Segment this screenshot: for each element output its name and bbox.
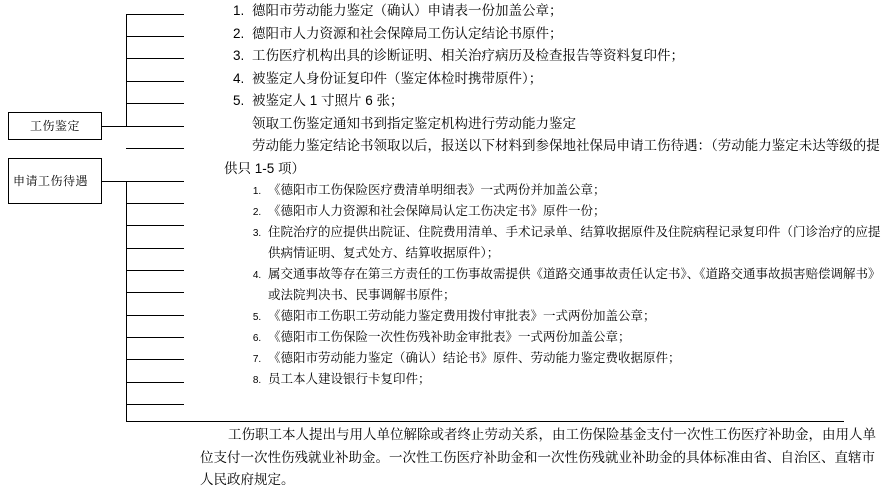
jianding-note: 领取工伤鉴定通知书到指定鉴定机构进行劳动能力鉴定	[252, 115, 576, 131]
list-item: 5. 被鉴定人 1 寸照片 6 张；	[248, 90, 886, 113]
branch-stub-6	[126, 126, 184, 127]
daiyu-materials-list	[186, 180, 886, 390]
list-item: 4. 属交通事故等存在第三方责任的工伤事故需提供《道路交通事故责任认定书》、《道路交通事故损害赔偿调解书》或法院判决书、民事调解书原件；	[264, 264, 886, 306]
branch-stub-18	[126, 404, 184, 405]
connector-shenqing-trunk	[126, 181, 127, 421]
branch-stub-4	[126, 81, 184, 82]
branch-stub-15	[126, 337, 184, 338]
list-item: 7. 《德阳市劳动能力鉴定（确认）结论书》原件、劳动能力鉴定费收据原件；	[264, 348, 886, 369]
branch-stub-13	[126, 292, 184, 293]
list-item: 5. 《德阳市工伤职工劳动能力鉴定费用拨付审批表》一式两份加盖公章；	[264, 306, 886, 327]
content-column	[186, 0, 886, 390]
list-item: 6. 《德阳市工伤保险一次性伤残补助金审批表》一式两份加盖公章；	[264, 327, 886, 348]
jianding-materials-list	[186, 0, 886, 113]
branch-stub-5	[126, 103, 184, 104]
branch-stub-10	[126, 225, 184, 226]
list-item: 3. 住院治疗的应提供出院证、住院费用清单、手术记录单、结算收据原件及住院病程记录复印件（门诊治疗的应提供病情证明、复式处方、结算收据原件）；	[264, 222, 886, 264]
branch-stub-3	[126, 58, 184, 59]
list-item: 1. 德阳市劳动能力鉴定（确认）申请表一份加盖公章；	[248, 0, 886, 23]
list-item: 2. 德阳市人力资源和社会保障局工伤认定结论书原件；	[248, 23, 886, 46]
list-item: 2. 《德阳市人力资源和社会保障局认定工伤决定书》原件一份；	[264, 201, 886, 222]
branch-stub-12	[126, 270, 184, 271]
list-item: 8. 员工本人建设银行卡复印件；	[264, 369, 886, 390]
flow-node-shenqing-gongshang-daiyu	[8, 158, 102, 204]
branch-stub-2	[126, 36, 184, 37]
daiyu-intro: 劳动能力鉴定结论书领取以后，报送以下材料到参保地社保局申请工伤待遇：（劳动能力鉴定未达等级的提供只 1-5 项）	[224, 138, 880, 176]
branch-stub-8	[126, 181, 184, 182]
branch-stub-16	[126, 359, 184, 360]
branch-stub-14	[126, 315, 184, 316]
connector-shenqing-out	[102, 181, 126, 182]
footer-note: 工伤职工本人提出与用人单位解除或者终止劳动关系，由工伤保险基金支付一次性工伤医疗补助金，由用人单位支付一次性伤残就业补助金。一次性工伤医疗补助金和一次性伤残就业补助金的具体标准由省、自治区、直辖市人民政府规定。	[200, 427, 876, 487]
flow-node-label: 工伤鉴定	[29, 119, 80, 133]
connector-gongshang-out	[102, 126, 126, 127]
list-item: 4. 被鉴定人身份证复印件（鉴定体检时携带原件）；	[248, 68, 886, 91]
branch-stub-17	[126, 382, 184, 383]
flow-node-label: 申请工伤待遇	[13, 174, 89, 188]
flow-node-gongshang-jianding	[8, 112, 102, 140]
branch-stub-9	[126, 203, 184, 204]
connector-gongshang-trunk	[126, 14, 127, 126]
branch-stub-19	[126, 421, 844, 422]
list-item: 1. 《德阳市工伤保险医疗费清单明细表》一式两份并加盖公章；	[264, 180, 886, 201]
branch-stub-1	[126, 14, 184, 15]
branch-stub-7	[126, 148, 184, 149]
branch-stub-11	[126, 248, 184, 249]
list-item: 3. 工伤医疗机构出具的诊断证明、相关治疗病历及检查报告等资料复印件；	[248, 45, 886, 68]
